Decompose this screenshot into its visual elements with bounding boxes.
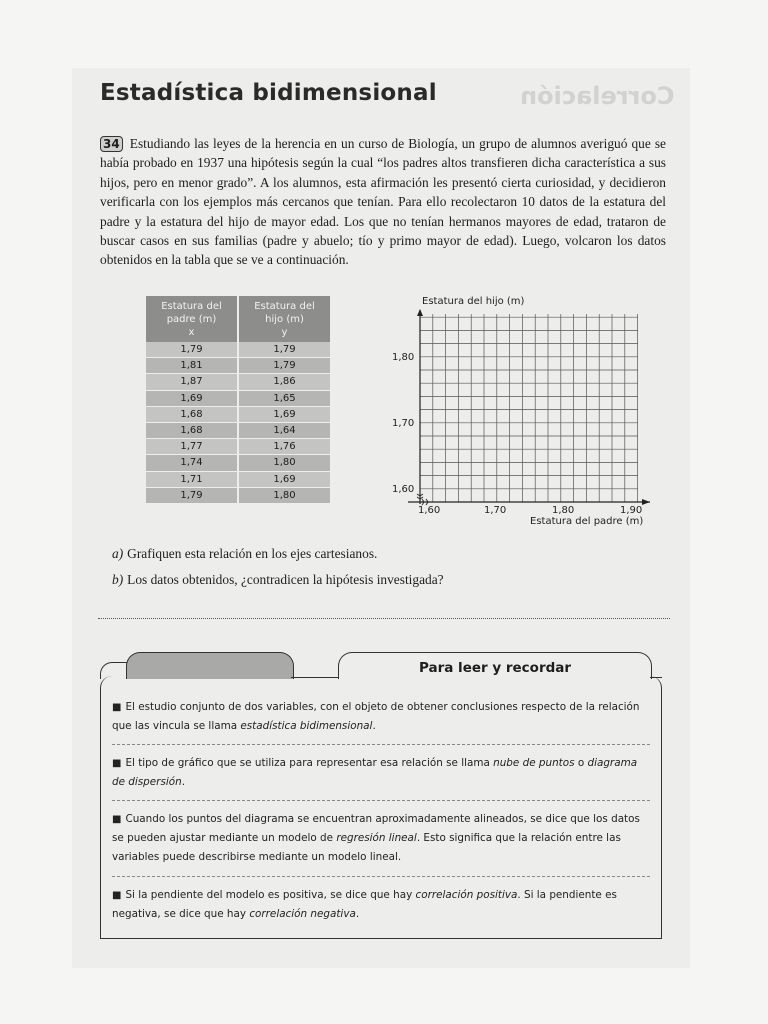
cell-father-height: 1,68 [146,406,238,422]
cell-son-height: 1,64 [238,422,330,438]
header-father-height: Estatura del padre (m) x [146,296,238,342]
question-b [112,572,444,588]
table-row [146,390,330,406]
table-row [146,439,330,455]
cell-son-height: 1,65 [238,390,330,406]
rule-separator [112,744,650,745]
rule-separator [112,876,650,877]
rule-text: . Esto significa que la relación entre las variables puede describirse mediante un modelo lineal. [112,832,621,863]
cell-son-height: 1,69 [238,406,330,422]
table-row [146,342,330,358]
rule-4 [112,886,650,924]
table-body [146,342,330,503]
exercise-text: Estudiando las leyes de la herencia en un curso de Biología, un grupo de alumnos averiguó que se había probado en 1937 una hipótesis según la cual “los padres altos transfieren dicha característica a sus hijos, pero en menor grado”. A los alumnos, esta afirmación les presentó cierta curiosidad, y decidieron verificarla con los ejemplos más cercanos que tenían. Para ello recolectaron 10 datos de la estatura del padre y la estatura del hijo de mayor edad. Los que no tenían hermanos mayores de edad, trataron de buscar casos en sus familias (padre y abuelo; tío y primo mayor de edad). Luego, volcaron los datos obtenidos en la tabla que se ve a continuación. [100,136,666,268]
header-son-height: Estatura del hijo (m) y [238,296,330,342]
x-tick-label: 1,60 [418,505,441,516]
cell-father-height: 1,74 [146,455,238,471]
cell-son-height: 1,76 [238,439,330,455]
rule-text: El tipo de gráfico que se utiliza para representar esa relación se llama [125,757,494,769]
x-axis-arrow [642,499,650,505]
cell-son-height: 1,80 [238,455,330,471]
question-b-letter: b) [112,572,124,587]
box-tab-decoration [126,652,294,679]
cell-father-height: 1,79 [146,342,238,358]
cell-father-height: 1,77 [146,439,238,455]
data-table [146,296,330,504]
rule-text: Si la pendiente del modelo es positiva, se dice que hay [125,889,416,901]
rule-text: El estudio conjunto de dos variables, con el objeto de obtener conclusiones respecto de la relación que las vincula se llama [112,701,640,732]
bullet-icon: ■ [112,758,122,769]
x-tick-label: 1,70 [484,505,507,516]
rule-text: o [574,757,588,769]
y-axis-arrow [417,309,423,316]
tick-labels [392,352,642,516]
emphasized-term: nube de puntos [493,757,575,769]
rule-text: . [372,720,376,732]
question-a-letter: a) [112,546,124,561]
rule-2 [112,754,650,792]
table-row [146,406,330,422]
grid-lines [420,314,638,502]
y-tick-label: 1,60 [392,484,415,495]
table-row [146,422,330,438]
y-tick-label: 1,80 [392,352,415,363]
table-row [146,487,330,503]
table-row [146,455,330,471]
cell-father-height: 1,81 [146,358,238,374]
rule-1 [112,698,650,736]
bullet-icon: ■ [112,890,122,901]
answer-line [98,618,670,619]
table-row [146,374,330,390]
x-axis-title: Estatura del padre (m) [530,516,644,527]
rule-text: . [181,776,186,788]
exercise-number: 34 [100,136,123,152]
bleed-through-heading: Correlación [520,82,675,110]
rule-separator [112,800,650,801]
cell-son-height: 1,80 [238,487,330,503]
emphasized-term: estadística bidimensional [240,720,373,732]
cell-father-height: 1,71 [146,471,238,487]
bullet-icon: ■ [112,814,122,825]
blank-cartesian-grid [380,290,680,530]
emphasized-term: diagrama de dispersión [112,757,638,788]
rule-text: . Si la pendiente es negativa, se dice que hay [112,889,617,920]
rule-3 [112,810,650,867]
emphasized-term: correlación positiva [415,889,518,901]
exercise-statement [100,134,666,270]
cell-father-height: 1,68 [146,422,238,438]
x-tick-label: 1,80 [552,505,575,516]
y-axis-title: Estatura del hijo (m) [422,296,525,307]
rule-text: . [355,908,360,920]
y-tick-label: 1,70 [392,418,415,429]
cell-son-height: 1,69 [238,471,330,487]
cell-son-height: 1,79 [238,342,330,358]
emphasized-term: regresión lineal [336,832,417,844]
rule-text: Cuando los puntos del diagrama se encuentran aproximadamente alineados, se dice que los datos se pueden ajustar mediante un modelo de [112,813,640,844]
emphasized-term: correlación negativa [249,908,356,920]
table-row [146,471,330,487]
page-title: Estadística bidimensional [100,80,437,106]
question-a [112,546,377,562]
table-row [146,358,330,374]
cell-son-height: 1,86 [238,374,330,390]
box-heading: Para leer y recordar [338,652,652,679]
question-b-text: Los datos obtenidos, ¿contradicen la hipótesis investigada? [127,572,444,587]
x-tick-label: 1,90 [620,505,643,516]
cell-father-height: 1,79 [146,487,238,503]
cell-son-height: 1,79 [238,358,330,374]
cell-father-height: 1,69 [146,390,238,406]
cell-father-height: 1,87 [146,374,238,390]
bullet-icon: ■ [112,702,122,713]
question-a-text: Grafiquen esta relación en los ejes cartesianos. [127,546,378,561]
